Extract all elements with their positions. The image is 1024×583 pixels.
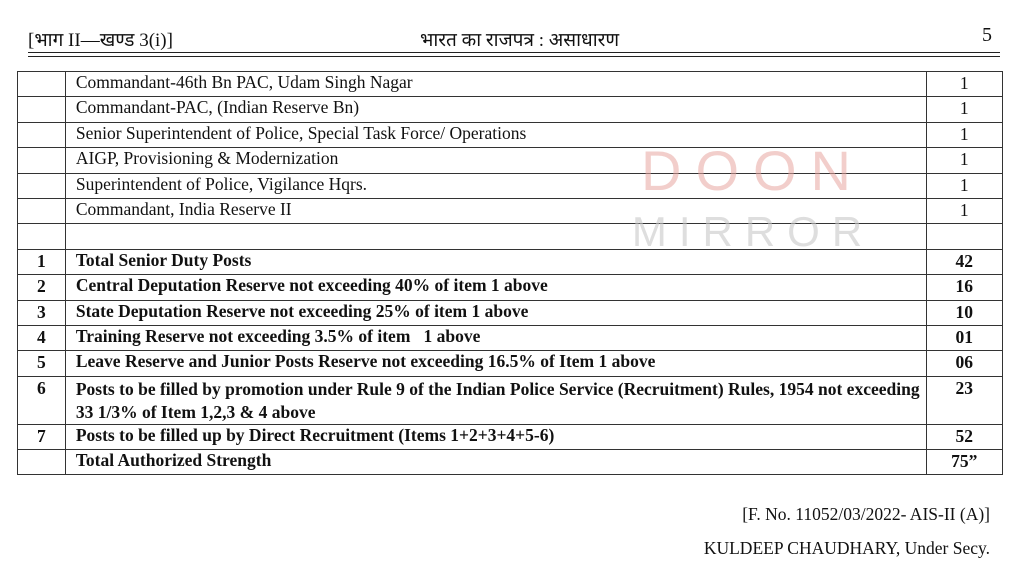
row-number — [18, 198, 66, 223]
row-description: Commandant, India Reserve II — [65, 198, 926, 223]
row-description: Training Reserve not exceeding 3.5% of item 1 above — [65, 325, 926, 350]
row-value: 10 — [926, 300, 1002, 325]
table-row — [18, 249, 1003, 274]
row-description: State Deputation Reserve not exceeding 25% of item 1 above — [65, 300, 926, 325]
row-value: 1 — [926, 122, 1002, 147]
row-number: 1 — [18, 249, 66, 274]
row-value: 23 — [926, 376, 1002, 424]
table-row — [18, 351, 1003, 376]
page-header — [28, 24, 992, 52]
row-description: Total Senior Duty Posts — [65, 249, 926, 274]
table-row — [18, 148, 1003, 173]
row-number: 7 — [18, 424, 66, 449]
table-row — [18, 376, 1003, 424]
row-description: Superintendent of Police, Vigilance Hqrs. — [65, 173, 926, 198]
row-number: 4 — [18, 325, 66, 350]
row-value: 06 — [926, 351, 1002, 376]
row-value: 52 — [926, 424, 1002, 449]
row-number — [18, 173, 66, 198]
row-value: 16 — [926, 275, 1002, 300]
row-number — [18, 97, 66, 122]
row-number: 3 — [18, 300, 66, 325]
row-value: 42 — [926, 249, 1002, 274]
table-row — [18, 72, 1003, 97]
row-description: Central Deputation Reserve not exceeding 40% of item 1 above — [65, 275, 926, 300]
row-description: Commandant-46th Bn PAC, Udam Singh Nagar — [65, 72, 926, 97]
header-part-section: [भाग II—खण्ड 3(i)] — [28, 30, 173, 51]
row-value: 1 — [926, 148, 1002, 173]
row-number — [18, 148, 66, 173]
table-row — [18, 198, 1003, 223]
table-row — [18, 97, 1003, 122]
row-value: 01 — [926, 325, 1002, 350]
watermark-line1: DOON — [641, 139, 865, 202]
row-value: 75” — [926, 450, 1002, 475]
page-number: 5 — [982, 24, 992, 46]
header-rule-bottom — [28, 56, 1000, 57]
row-description: Posts to be filled up by Direct Recruitment (Items 1+2+3+4+5-6) — [65, 424, 926, 449]
row-number — [18, 450, 66, 475]
table-row — [18, 173, 1003, 198]
row-value: 1 — [926, 198, 1002, 223]
row-number: 6 — [18, 376, 66, 424]
row-number: 5 — [18, 351, 66, 376]
header-gazette-title: भारत का राजपत्र : असाधारण — [420, 30, 620, 51]
row-description: Senior Superintendent of Police, Special Task Force/ Operations — [65, 122, 926, 147]
signatory: KULDEEP CHAUDHARY, Under Secy. — [703, 538, 990, 558]
row-description: Total Authorized Strength — [65, 450, 926, 475]
row-description: Commandant-PAC, (Indian Reserve Bn) — [65, 97, 926, 122]
row-value — [926, 224, 1002, 249]
row-value: 1 — [926, 97, 1002, 122]
file-number: [F. No. 11052/03/2022- AIS-II (A)] — [742, 504, 990, 524]
table-row-total — [18, 450, 1003, 475]
header-rule-top — [28, 52, 1000, 53]
table-row — [18, 300, 1003, 325]
table-row — [18, 424, 1003, 449]
row-value: 1 — [926, 173, 1002, 198]
table-row — [18, 122, 1003, 147]
watermark-line2: MIRROR — [631, 208, 875, 255]
posts-table — [17, 71, 1003, 475]
row-description: Leave Reserve and Junior Posts Reserve not exceeding 16.5% of Item 1 above — [65, 351, 926, 376]
row-number — [18, 72, 66, 97]
table-row-empty — [18, 224, 1003, 249]
row-number — [18, 224, 66, 249]
table-row — [18, 325, 1003, 350]
row-description: Posts to be filled by promotion under Rule 9 of the Indian Police Service (Recruitment) Rules, 1954 not exceeding 33 1/3% of Item 1,2,3 & 4 above — [65, 376, 926, 424]
row-number: 2 — [18, 275, 66, 300]
row-description: AIGP, Provisioning & Modernization — [65, 148, 926, 173]
row-value: 1 — [926, 72, 1002, 97]
row-description — [65, 224, 926, 249]
table-row — [18, 275, 1003, 300]
row-number — [18, 122, 66, 147]
